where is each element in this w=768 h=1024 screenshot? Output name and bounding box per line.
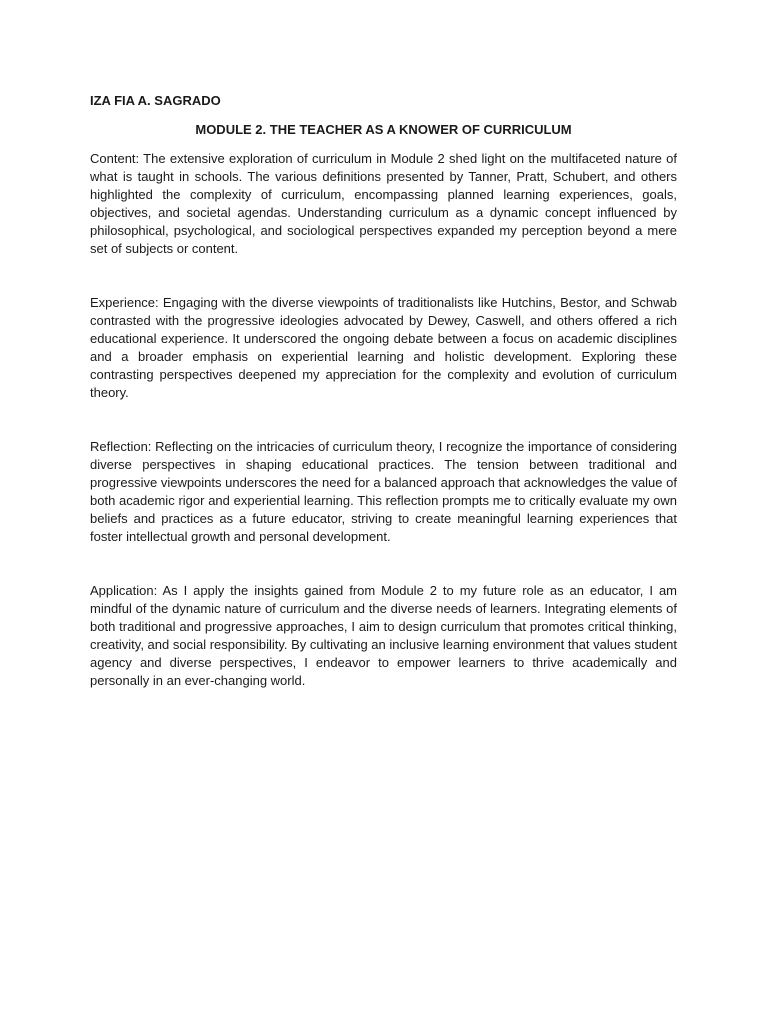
author-name: IZA FIA A. SAGRADO [90,93,221,108]
paragraph-content: Content: The extensive exploration of curriculum in Module 2 shed light on the multifaceted nature of what is taught in schools. The various definitions presented by Tanner, Pratt, Schubert, and others highlighted the complexity of curriculum, encompassing planned learning experiences, goals, objectives, and societal agendas. Understanding curriculum as a dynamic concept influenced by philosophical, psychological, and sociological perspectives expanded my perception beyond a mere set of subjects or content. [90,151,677,256]
paragraph-application: Application: As I apply the insights gained from Module 2 to my future role as an educator, I am mindful of the dynamic nature of curriculum and the diverse needs of learners. Integrating elements of both traditional and progressive approaches, I aim to design curriculum that promotes critical thinking, creativity, and social responsibility. By cultivating an inclusive learning environment that values student agency and diverse perspectives, I endeavor to empower learners to thrive academically and personally in an ever-changing world. [90,583,677,688]
paragraph-reflection: Reflection: Reflecting on the intricacies of curriculum theory, I recognize the importance of considering diverse perspectives in shaping educational practices. The tension between traditional and progressive viewpoints underscores the need for a balanced approach that acknowledges the value of both academic rigor and experiential learning. This reflection prompts me to critically evaluate my own beliefs and practices as a future educator, striving to create meaningful learning experiences that foster intellectual growth and personal development. [90,439,677,544]
document-body [90,92,677,690]
document-title: MODULE 2. THE TEACHER AS A KNOWER OF CURRICULUM [195,122,572,137]
paragraph-experience: Experience: Engaging with the diverse viewpoints of traditionalists like Hutchins, Bestor, and Schwab contrasted with the progressive ideologies advocated by Dewey, Caswell, and others offered a rich educational experience. It underscored the ongoing debate between a focus on academic disciplines and a broader emphasis on experiential learning and holistic development. Exploring these contrasting perspectives deepened my appreciation for the complexity and evolution of curriculum theory. [90,295,677,400]
